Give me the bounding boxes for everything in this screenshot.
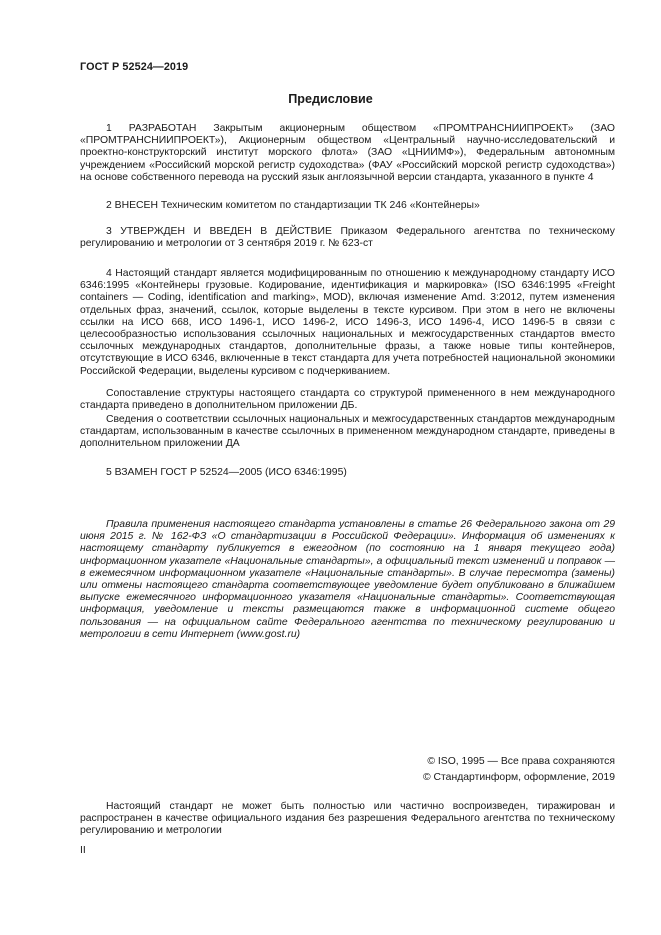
document-designation: ГОСТ Р 52524—2019 (80, 61, 189, 73)
paragraph-approved: 3 УТВЕРЖДЕН И ВВЕДЕН В ДЕЙСТВИЕ Приказом Федерального агентства по техническому регулированию и метрологии от 3 сентября 2019 г. № 623-ст (80, 226, 615, 250)
application-rules-notice: Правила применения настоящего стандарта установлены в статье 26 Федерального закона от 29 июня 2015 г. № 162-ФЗ «О стандартизации в Российской Федерации». Информация об изменениях к настоящему стандарту публикуется в ежегодном (по состоянию на 1 января текущего года) информационном указателе «Национальные стандарты», а официальный текст изменений и поправок — в ежемесячном информационном указателе «Национальные стандарты». В случае пересмотра (замены) или отмены настоящего стандарта соответствующее уведомление будет опубликовано в ближайшем выпуске ежемесячного информационного указателя «Национальные стандарты». Соответствующая информация, уведомление и тексты размещаются также в информационной системе общего пользования — на официальном сайте Федерального агентства по техническому регулированию и метрологии в сети Интернет (www.gost.ru) (80, 519, 615, 640)
paragraph-reference-standards: Сведения о соответствии ссылочных национальных и межгосударственных стандартов международным стандартам, использованным в качестве ссылочных в примененном международном стандарте, приведены в дополнительном приложении ДА (80, 414, 615, 450)
paragraph-structure-comparison: Сопоставление структуры настоящего стандарта со структурой примененного в нем международного стандарта приведено в дополнительном приложении ДБ. (80, 388, 615, 412)
paragraph-submitted-by: 2 ВНЕСЕН Техническим комитетом по стандартизации ТК 246 «Контейнеры» (106, 200, 480, 211)
iso-copyright: © ISO, 1995 — Все права сохраняются (427, 756, 615, 767)
paragraph-replaces: 5 ВЗАМЕН ГОСТ Р 52524—2005 (ИСО 6346:1995) (106, 467, 347, 478)
section-title: Предисловие (288, 92, 373, 106)
paragraph-developed-by: 1 РАЗРАБОТАН Закрытым акционерным обществом «ПРОМТРАНСНИИПРОЕКТ» (ЗАО «ПРОМТРАНСНИИПРОЕКТ»), Акционерным обществом «Центральный научно-исследовательский и проектно-конструкторский институт морского флота» (ЗАО «ЦНИИМФ»), Федеральным автономным учреждением «Российский морской регистр судоходства» (ФАУ «Российский морской регистр судоходства») на основе собственного перевода на русский язык англоязычной версии стандарта, указанного в пункте 4 (80, 123, 615, 183)
reproduction-notice: Настоящий стандарт не может быть полностью или частично воспроизведен, тиражирован и распространен в качестве официального издания без разрешения Федерального агентства по техническому регулированию и метрологии (80, 801, 615, 837)
paragraph-modification: 4 Настоящий стандарт является модифицированным по отношению к международному стандарту ИСО 6346:1995 «Контейнеры грузовые. Кодирование, идентификация и маркировка» (ISO 6346:1995 «Freight containers — Coding, identification and marking», MOD), включая изменение Amd. 3:2012, путем изменения отдельных фраз, значений, ссылок, которые выделены в тексте курсивом. При этом в него не включены ссылки на ИСО 668, ИСО 1496-1, ИСО 1496-2, ИСО 1496-3, ИСО 1496-4, ИСО 1496-5 в связи с целесообразностью использования ссылочных национальных и межгосударственных стандартов вместо ссылочных международных стандартов, дополнительные фразы, а также новые типы контейнеров, отсутствующие в ИСО 6346, включенные в текст стандарта для учета потребностей национальной экономики Российской Федерации, выделены курсивом с подчеркиванием. (80, 268, 615, 377)
page-number: II (80, 845, 86, 856)
standartinform-copyright: © Стандартинформ, оформление, 2019 (422, 772, 615, 783)
